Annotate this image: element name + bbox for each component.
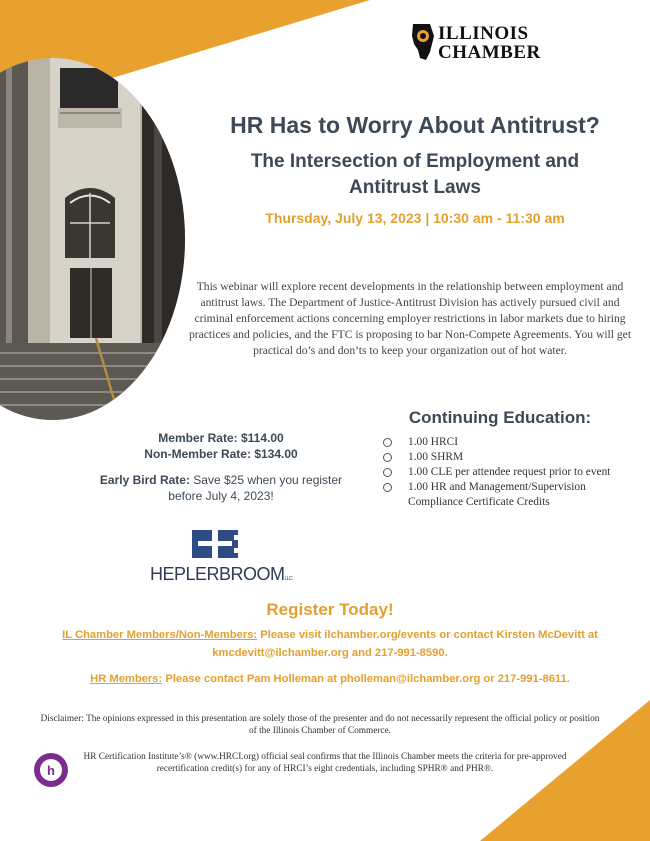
circle-bullet-icon — [383, 453, 392, 462]
nonmember-rate — [86, 446, 356, 462]
illinois-state-icon — [410, 22, 436, 62]
member-rate-value: $114.00 — [240, 431, 284, 445]
member-rate-label: Member Rate: — [158, 431, 238, 445]
ce-item-text: 1.00 HRCI — [408, 436, 458, 448]
event-subtitle — [180, 149, 650, 201]
member-rate — [86, 430, 356, 446]
hr-members-label: HR Members: — [90, 673, 163, 685]
list-item — [383, 480, 643, 510]
event-subtitle-line-1: The Intersection of Employment and — [250, 151, 580, 172]
hrci-statement: HR Certification Institute’s® (www.HRCI.org) official seal confirms that the Illinois Chamber meets the criteria for pre-approved recertification credit(s) for any of HRCI’s eight credentials, including SPHR® and PHR®. — [83, 752, 567, 774]
logo-line-2: CHAMBER — [438, 42, 541, 63]
nonmember-rate-value: $134.00 — [254, 447, 298, 461]
event-title: HR Has to Worry About Antitrust? — [230, 112, 600, 138]
register-members-info — [60, 626, 600, 662]
register-heading: Register Today! — [266, 600, 394, 619]
event-description: This webinar will explore recent developments in the relationship between employment and antitrust laws. The Department of Justice-Antitrust Division has actively pursued civil and criminal enforcement actions concerning employer restrictions in labor markets due to hiring practices and policies, and the FTC is proposing to bar Non-Compete Agreements. You will get practical do’s and don’ts to keep your organization out of hot water. — [188, 280, 632, 357]
early-bird-text: Save $25 when you register before July 4, 2023! — [168, 473, 343, 503]
heplerbroom-logo — [150, 530, 293, 590]
circle-bullet-icon — [383, 483, 392, 492]
nonmember-rate-label: Non-Member Rate: — [144, 447, 251, 461]
ce-item-text: 1.00 SHRM — [408, 451, 464, 463]
ce-heading: Continuing Education: — [408, 408, 592, 427]
hrci-seal-icon — [33, 752, 69, 788]
event-subtitle-line-2: Antitrust Laws — [349, 177, 481, 198]
list-item — [383, 465, 643, 480]
ce-item-text: 1.00 HR and Management/Supervision Compliance Certificate Credits — [408, 481, 586, 508]
disclaimer: Disclaimer: The opinions expressed in this presentation are solely those of the presenter and do not necessarily represent the official policy or position of the Illinois Chamber of Commerce. — [40, 714, 600, 736]
event-date: Thursday, July 13, 2023 | 10:30 am - 11:30 am — [265, 210, 565, 226]
early-bird-label: Early Bird Rate: — [99, 473, 190, 487]
register-hr-info — [60, 670, 600, 688]
early-bird-rate — [86, 472, 356, 504]
ce-list — [383, 435, 643, 510]
sponsor-name-part-1: HEPLER — [150, 564, 220, 584]
circle-bullet-icon — [383, 468, 392, 477]
members-label: IL Chamber Members/Non-Members: — [62, 629, 258, 641]
list-item — [383, 435, 643, 450]
circle-bullet-icon — [383, 438, 392, 447]
logo-line-1: ILLINOIS — [438, 23, 529, 44]
svg-text:h: h — [47, 763, 55, 778]
members-text: Please visit ilchamber.org/events or contact Kirsten McDevitt at kmcdevitt@ilchamber.org and 217-991-8590. — [212, 629, 598, 659]
list-item — [383, 450, 643, 465]
sponsor-suffix: LLC — [284, 576, 293, 582]
sponsor-name-part-2: BROOM — [219, 564, 285, 584]
ce-item-text: 1.00 CLE per attendee request prior to event — [408, 466, 611, 478]
pricing-block — [86, 430, 356, 504]
heplerbroom-wordmark — [150, 564, 292, 585]
heplerbroom-mark-icon — [150, 530, 290, 560]
illinois-chamber-logo — [410, 22, 560, 66]
event-title-block — [180, 112, 650, 201]
hr-members-text: Please contact Pam Holleman at pholleman@ilchamber.org or 217-991-8611. — [165, 673, 570, 685]
